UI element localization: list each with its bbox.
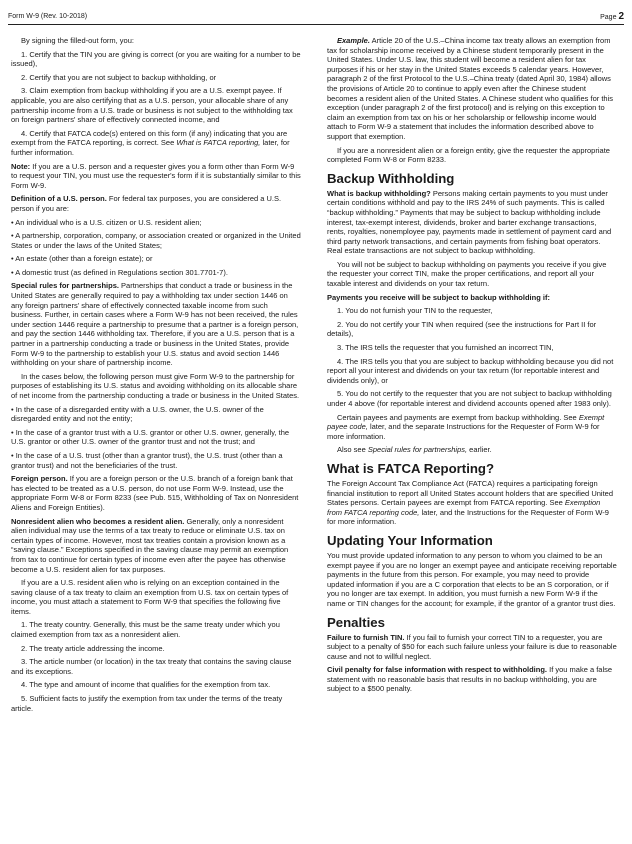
paragraph: You must provide updated information to any person to whom you claimed to be an exempt payee if you are no longer an exempt payee and anticipate receiving reportable payments in the future from this person. For example, you may need to provide updated information if you are a C corporation that elects to be an S corporation, or if you no longer are tax exempt. In addition, you must furnish a new Form W-9 if the name or TIN changes for the account; for example, if the grantor of a grantor trust dies. [327,550,617,608]
paragraph: You will not be subject to backup withholding on payments you receive if you give the requester your correct TIN, make the proper certifications, and report all your taxable interest and dividends on your tax return. [327,259,607,289]
paragraph: By signing the filled-out form, you: [21,36,134,45]
subheading: Payments you receive will be subject to backup withholding if: [327,292,550,302]
paragraph: Also see Special rules for partnerships, earlier. [337,445,492,455]
civil-penalty: Civil penalty for false information with respect to withholding. If you make a false statement with no reasonable basis that results in no backup withholding, you are subject to a $500 penalty. [327,665,613,694]
list-item: 1. You do not furnish your TIN to the requester, [337,306,493,316]
right-column [327,36,617,698]
list-item: 5. You do not certify to the requester that you are not subject to backup withholding under 4 above (for reportable interest and dividend accounts opened after 1983 only). [327,389,612,408]
section-heading-backup-withholding: Backup Withholding [327,170,455,186]
list-item: • A partnership, corporation, company, or association created or organized in the United States or under the laws of the United States; [11,231,301,250]
form-id: Form W-9 (Rev. 10-2018) [8,13,88,20]
list-item: 4. The IRS tells you that you are subject to backup withholding because you did not report all your interest and dividends on your tax return (for reportable interest and dividends only), or [327,356,614,385]
definition-us-person: Definition of a U.S. person. For federal tax purposes, you are considered a U.S. person if you are: [11,194,282,213]
list-item: 2. You do not certify your TIN when required (see the instructions for Part II for details), [327,319,597,339]
paragraph: In the cases below, the following person must give Form W-9 to the partnership for purposes of establishing its U.S. status and avoiding withholding on its allocable share of net income from the partnership conducting a trade or business in the United States. [11,371,300,400]
paragraph: 2. Certify that you are not subject to backup withholding, or [21,72,217,82]
foreign-person: Foreign person. If you are a foreign person or the U.S. branch of a foreign bank that has elected to be treated as a U.S. person, do not use Form W-9. Instead, use the appropriate Form W-8 or Form 8233 (see Pub. 515, Withholding of Tax on Nonresident Aliens and Foreign Entities). [11,474,299,512]
example-paragraph: Example. Article 20 of the U.S.–China income tax treaty allows an exemption from tax for scholarship income received by a Chinese student temporarily present in the United States. Under U.S. law, this student will become a resident alien for tax purposes if his or her stay in the United States exceeds 5 calendar years. However, paragraph 2 of the first Protocol to the U.S.–China treaty (dated April 30, 1984) allows the provisions of Article 20 to continue to apply even after the Chinese student becomes a resident alien of the United States. A Chinese student who qualifies for this exception (under paragraph 2 of the first protocol) and is relying on this exception to claim an exemption from tax on his or her scholarship or fellowship income would attach to Form W-9 a statement that includes the information described above to support that exemption. [327,36,614,141]
page-number: Page 2 [600,11,624,22]
list-item: 4. The type and amount of income that qualifies for the exemption from tax. [21,680,271,690]
list-item: 5. Sufficient facts to justify the exemption from tax under the terms of the treaty article. [11,694,283,713]
paragraph: The Foreign Account Tax Compliance Act (FATCA) requires a participating foreign financial institution to report all United States account holders that are specified United States persons. Certain payees are exempt from FATCA reporting. See Exemption from FATCA reporting code, later, and the Instructions for the Requester of Form W-9 for more information. [327,478,613,527]
note-paragraph: Note: If you are a U.S. person and a requester gives you a form other than Form W-9 to request your TIN, you must use the requester's form if it is substantially similar to this Form W-9. [11,161,301,190]
paragraph: 1. Certify that the TIN you are giving is correct (or you are waiting for a number to be issued), [11,49,301,69]
failure-to-furnish-tin: Failure to furnish TIN. If you fail to furnish your correct TIN to a requester, you are subject to a penalty of $50 for each such failure unless your failure is due to reasonable cause and not to willful neglect. [327,632,617,661]
list-item: • An estate (other than a foreign estate); or [11,254,301,264]
paragraph: 4. Certify that FATCA code(s) entered on this form (if any) indicating that you are exempt from the FATCA reporting, is correct. See What is FATCA reporting, later, for further information. [11,128,290,157]
list-item: • In the case of a grantor trust with a U.S. grantor or other U.S. owner, generally, the U.S. grantor or other U.S. owner of the grantor trust and not the trust; and [11,428,301,447]
section-heading-fatca: What is FATCA Reporting? [327,460,495,476]
list-item: 3. The IRS tells the requester that you furnished an incorrect TIN, [337,343,554,353]
section-heading-updating: Updating Your Information [327,532,493,548]
list-item: 1. The treaty country. Generally, this must be the same treaty under which you claimed exemption from tax as a nonresident alien. [11,620,280,640]
special-rules-partnerships: Special rules for partnerships. Partnerships that conduct a trade or business in the United States are generally required to pay a withholding tax under section 1446 on any foreign partners' share of effectively connected taxable income from such business. Further, in certain cases where a Form W-9 has not been received, the rules under section 1446 require a partnership to presume that a partner is a foreign person, and pay the section 1446 withholding tax. Therefore, if you are a U.S. person that is a partner in a partnership conducting a trade or business in the United States, provide Form W-9 to the partnership to establish your U.S. status and avoid section 1446 withholding on your share of partnership income. [11,281,299,368]
left-column [11,36,301,717]
what-is-backup-withholding: What is backup withholding? Persons making certain payments to you must under certain conditions withhold and pay to the IRS 24% of such payments. This is called “backup withholding.” Payments that may be subject to backup withholding include interest, tax-exempt interest, dividends, broker and barter exchange transactions, rents, royalties, nonemployee pay, payments made in settlement of payment card and third party network transactions, and certain payments from fishing boat operators. Real estate transactions are not subject to backup withholding. [327,188,612,256]
list-item: • In the case of a disregarded entity with a U.S. owner, the U.S. owner of the disregarded entity and not the entity; [11,405,301,424]
list-item: 2. The treaty article addressing the income. [21,643,165,653]
list-item: • A domestic trust (as defined in Regulations section 301.7701-7). [11,268,301,278]
paragraph: 3. Claim exemption from backup withholding if you are a U.S. exempt payee. If applicable, you are also certifying that as a U.S. person, your allocable share of any partnership income from a U.S. trade or business is not subject to the withholding tax on foreign partners' share of effectively connected income, and [11,86,293,125]
list-item: 3. The article number (or location) in the tax treaty that contains the saving clause and its exceptions. [11,657,292,676]
list-item: • In the case of a U.S. trust (other than a grantor trust), the U.S. trust (other than a grantor trust) and not the beneficiaries of the trust. [11,451,301,470]
nonresident-alien: Nonresident alien who becomes a resident alien. Generally, only a nonresident alien individual may use the terms of a tax treaty to reduce or eliminate U.S. tax on certain types of income. However, most tax treaties contain a provision known as a “saving clause.” Exceptions specified in the saving clause may permit an exemption from tax to continue for certain types of income even after the payee has otherwise become a U.S. resident alien for tax purposes. [11,516,289,574]
list-item: • An individual who is a U.S. citizen or U.S. resident alien; [11,218,301,228]
paragraph: If you are a U.S. resident alien who is relying on an exception contained in the saving clause of a tax treaty to claim an exemption from U.S. tax on certain types of income, you must attach a statement to Form W-9 that specifies the following five items. [11,578,289,616]
page-header [8,11,624,25]
section-heading-penalties: Penalties [327,614,385,630]
paragraph: Certain payees and payments are exempt from backup withholding. See Exempt payee code, later, and the separate Instructions for the Requester of Form W-9 for more information. [327,412,605,441]
paragraph: If you are a nonresident alien or a foreign entity, give the requester the appropriate completed Form W-8 or Form 8233. [327,145,610,165]
